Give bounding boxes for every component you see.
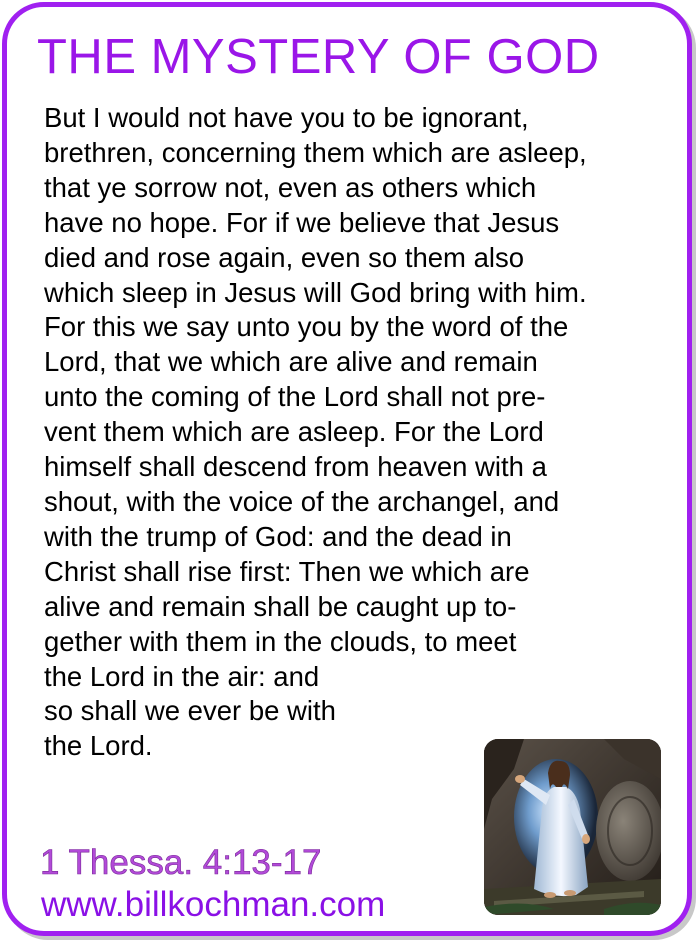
verse-line: have no hope. For if we believe that Jesus <box>44 206 560 238</box>
verse-line: Christ shall rise first: Then we which are <box>44 555 530 587</box>
verse-line: himself shall descend from heaven with a <box>44 451 547 483</box>
verse-line: shout, with the voice of the archangel, and <box>44 485 560 517</box>
verse-line: brethren, concerning them which are asleep, <box>44 136 587 168</box>
verse-line: which sleep in Jesus will God bring with him. <box>44 276 587 308</box>
verse-line: that ye sorrow not, even as others which <box>44 171 537 203</box>
verse-line: the Lord in the air: and <box>44 660 320 692</box>
verse-line: the Lord. <box>44 730 153 762</box>
verse-line: gether with them in the clouds, to meet <box>44 625 517 657</box>
tomb-scene-graphic <box>484 739 661 915</box>
scripture-reference: 1 Thessa. 4:13-17 <box>40 843 322 882</box>
verse-line: alive and remain shall be caught up to- <box>44 590 517 622</box>
website-link[interactable]: www.billkochman.com <box>41 885 386 924</box>
verse-text <box>44 101 587 764</box>
verse-line: unto the coming of the Lord shall not pre- <box>44 381 546 413</box>
verse-line: But I would not have you to be ignorant, <box>44 102 529 133</box>
verse-line: For this we say unto you by the word of the <box>44 311 569 343</box>
verse-line: vent them which are asleep. For the Lord <box>44 416 544 448</box>
verse-line: with the trump of God: and the dead in <box>44 520 512 552</box>
verse-line: so shall we ever be with <box>44 695 336 727</box>
verse-line: Lord, that we which are alive and remain <box>44 346 538 378</box>
verse-line: died and rose again, even so them also <box>44 241 525 273</box>
risen-christ-illustration <box>484 739 661 915</box>
page-title: THE MYSTERY OF GOD <box>37 30 600 84</box>
